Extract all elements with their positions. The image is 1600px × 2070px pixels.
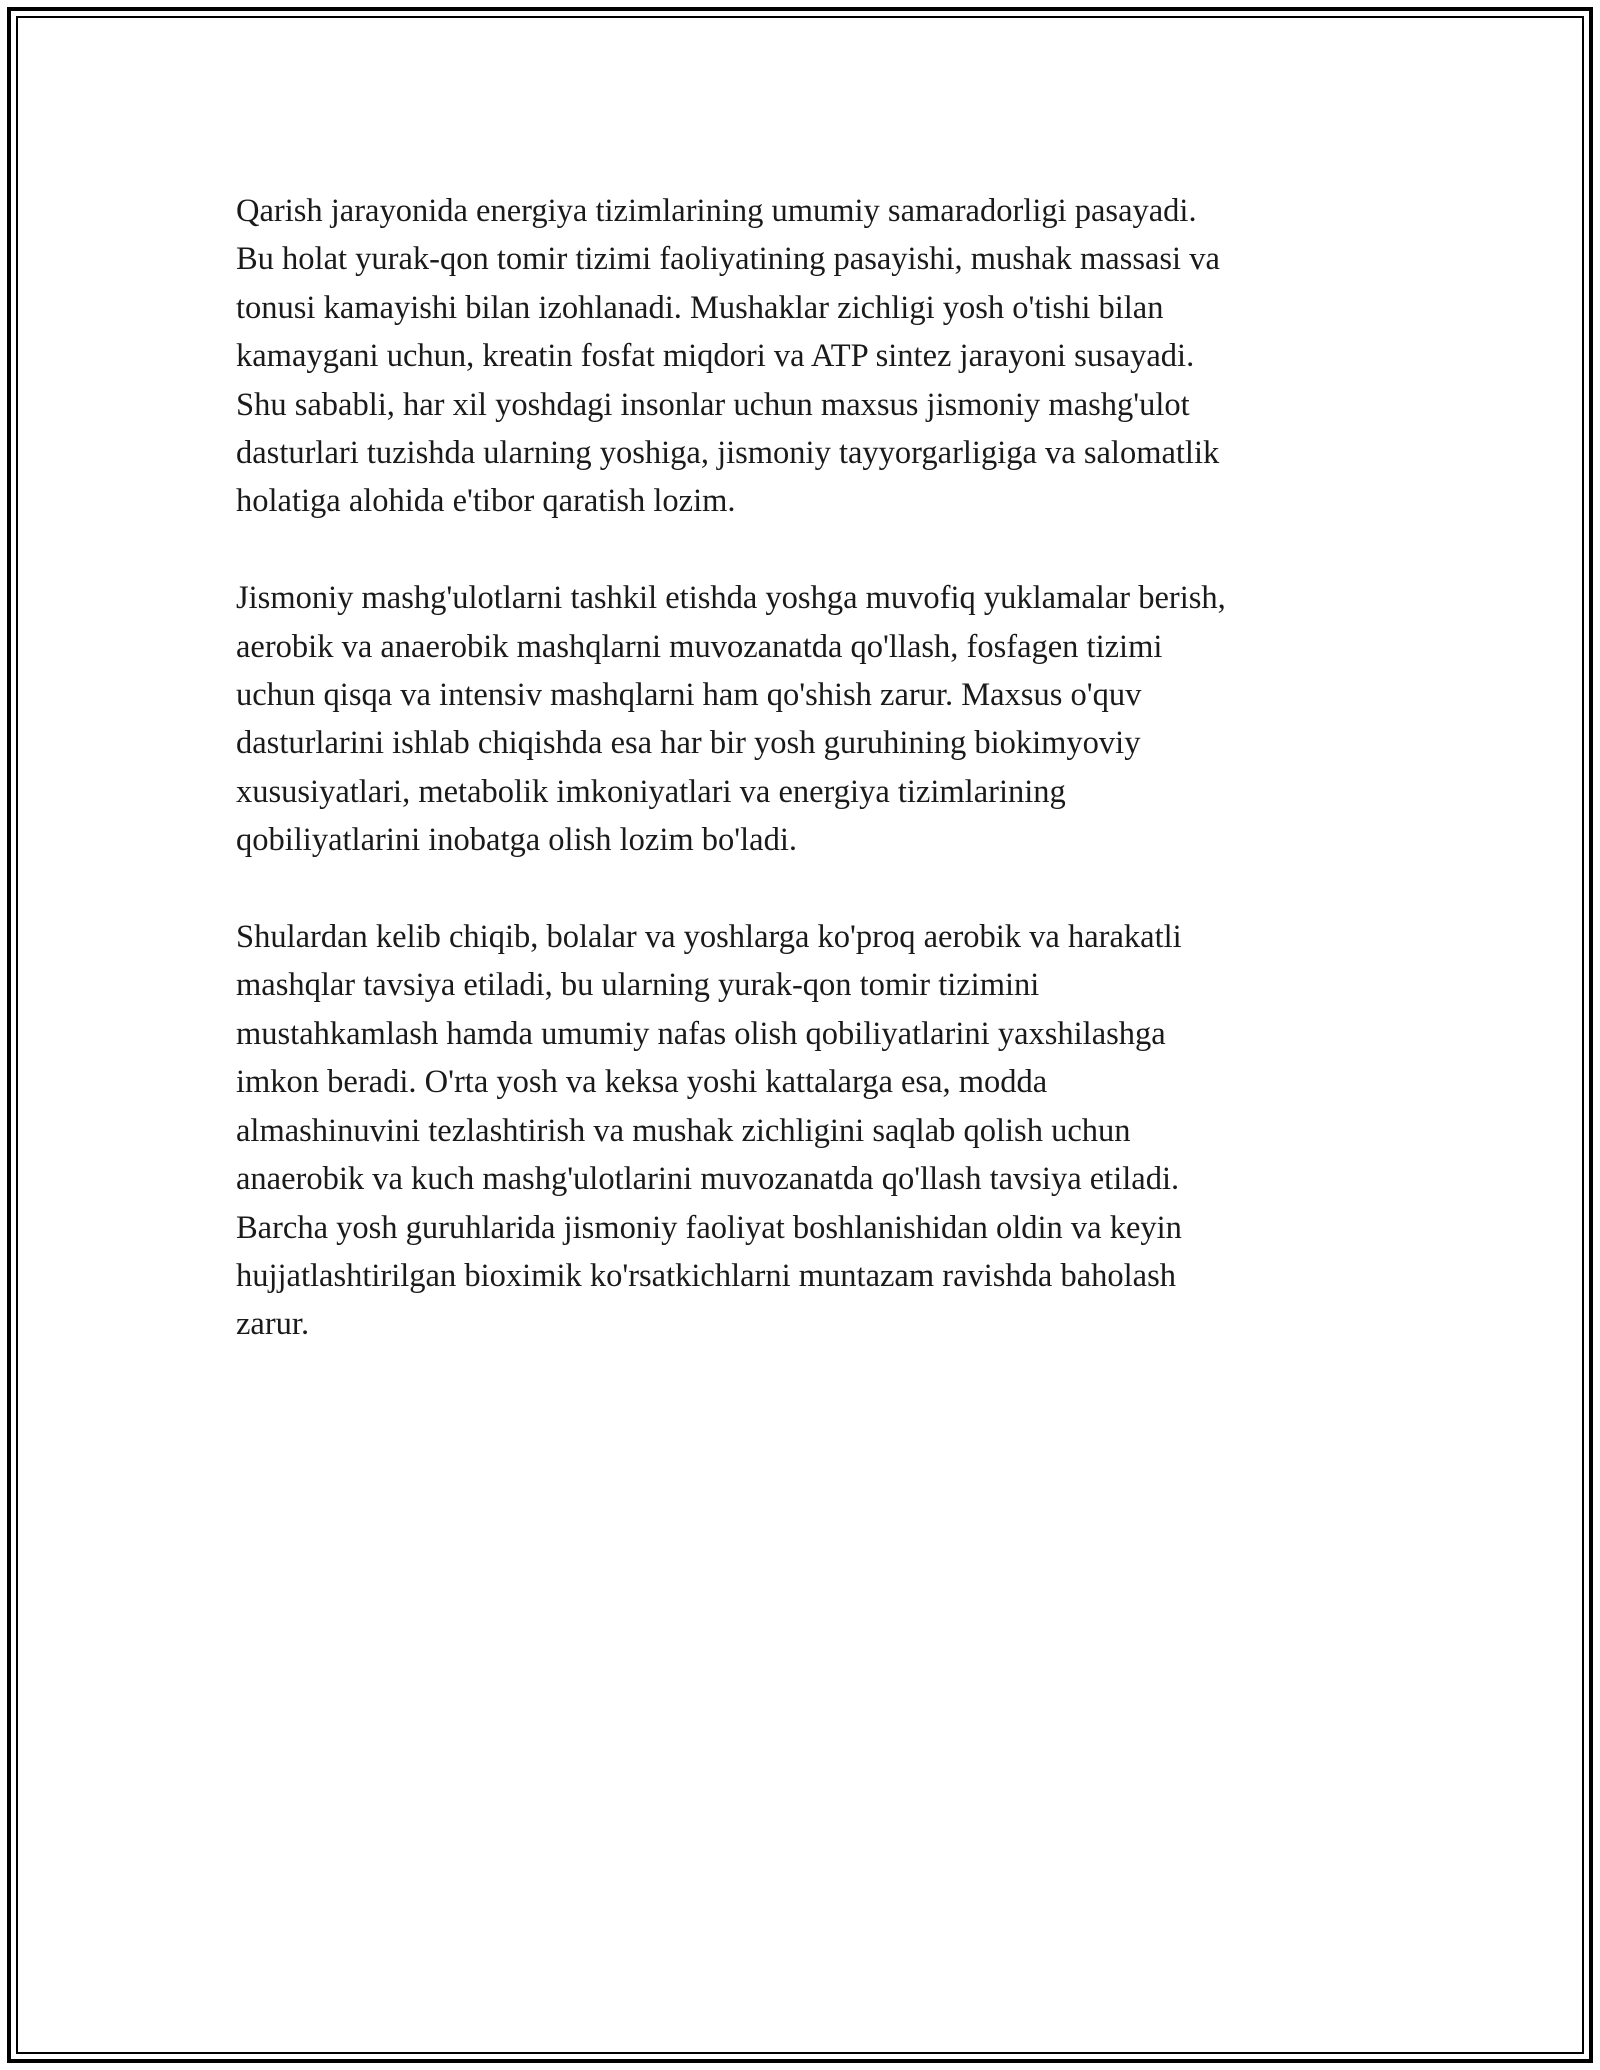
- paragraph-1: Qarish jarayonida energiya tizimlarining umumiy samaradorligi pasayadi. Bu holat yurak-qon tomir tizimi faoliyatining pasayishi, mushak massasi va tonusi kamayishi bilan izohlanadi. Mushaklar zichligi yosh o'tishi bilan kamaygani uchun, kreatin fosfat miqdori va ATP sintez jarayoni susayadi. Shu sababli, har xil yoshdagi insonlar uchun maxsus jismoniy mashg'ulot dasturlari tuzishda ularning yoshiga, jismoniy tayyorgarligiga va salomatlik holatiga alohida e'tibor qaratish lozim.: [236, 193, 1220, 520]
- document-body: [236, 187, 1366, 1397]
- paragraph-2: Jismoniy mashg'ulotlarni tashkil etishda yoshga muvofiq yuklamalar berish, aerobik va anaerobik mashqlarni muvozanatda qo'llash, fosfagen tizimi uchun qisqa va intensiv mashqlarni ham qo'shish zarur. Maxsus o'quv dasturlarini ishlab chiqishda esa har bir yosh guruhining biokimyoviy xususiyatlari, metabolik imkoniyatlari va energiya tizimlarining qobiliyatlarini inobatga olish lozim bo'ladi.: [236, 580, 1226, 859]
- paragraph-3: Shulardan kelib chiqib, bolalar va yoshlarga ko'proq aerobik va harakatli mashqlar tavsiya etiladi, bu ularning yurak-qon tomir tizimini mustahkamlash hamda umumiy nafas olish qobiliyatlarini yaxshilashga imkon beradi. O'rta yosh va keksa yoshi kattalarga esa, modda almashinuvini tezlashtirish va mushak zichligini saqlab qolish uchun anaerobik va kuch mashg'ulotlarini muvozanatda qo'llash tavsiya etiladi. Barcha yosh guruhlarida jismoniy faoliyat boshlanishidan oldin va keyin hujjatlashtirilgan bioximik ko'rsatkichlarni muntazam ravishda baholash zarur.: [236, 919, 1182, 1343]
